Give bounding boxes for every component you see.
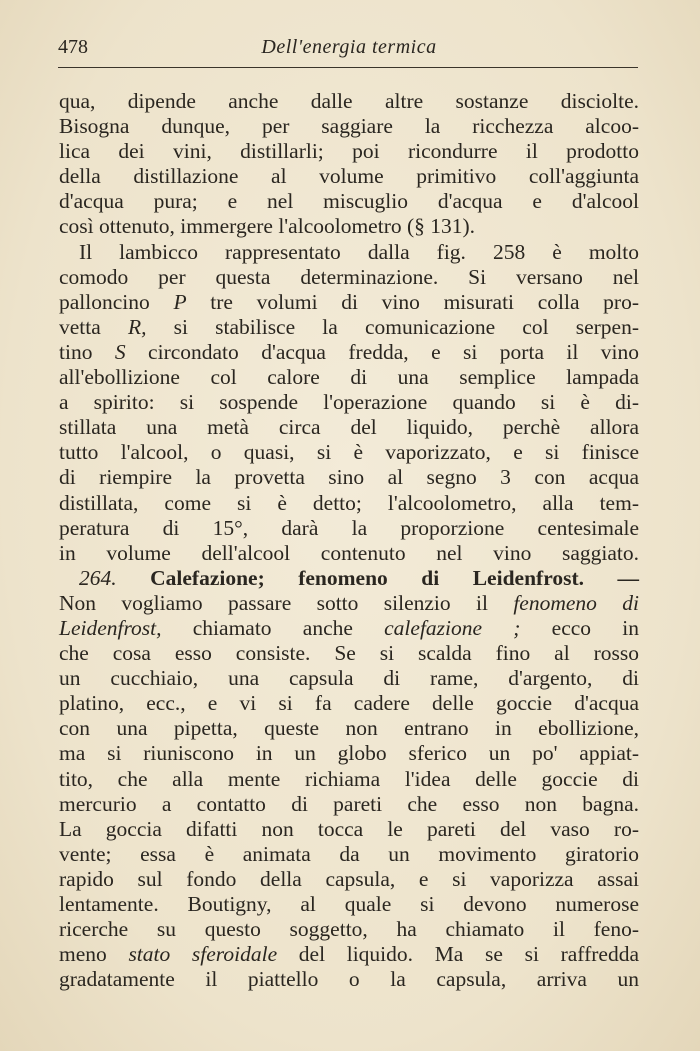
italic-text: Leidenfrost, — [59, 615, 162, 640]
text-segment: tutto l'alcool, o quasi, si è vaporizzato, e si finisce — [59, 440, 639, 465]
text-line — [59, 516, 639, 541]
text-segment: ecco in — [520, 615, 640, 640]
section-heading: Calefazione; fenomeno di Leidenfrost. — — [116, 565, 639, 590]
text-segment: tino — [59, 339, 115, 364]
text-segment: all'ebollizione col calore di una semplice lampada — [59, 365, 639, 390]
text-line — [59, 591, 639, 616]
text-segment: rapido sul fondo della capsula, e si vaporizza assai — [59, 866, 639, 891]
italic-text: 264. — [79, 565, 117, 590]
italic-text: S — [114, 339, 126, 364]
text-line — [59, 641, 639, 666]
text-segment: meno — [59, 942, 129, 967]
text-line — [59, 89, 639, 114]
text-segment: Non vogliamo passare sotto silenzio il — [59, 590, 514, 615]
text-line — [59, 114, 639, 139]
text-line — [59, 139, 639, 164]
text-line — [59, 691, 639, 716]
italic-text: stato sferoidale — [128, 942, 278, 967]
italic-text: calefazione ; — [384, 615, 521, 640]
text-segment: La goccia difatti non tocca le pareti del vaso ro- — [59, 816, 639, 841]
text-segment: palloncino — [59, 289, 174, 314]
text-segment: con una pipetta, queste non entrano in ebollizione, — [59, 716, 639, 741]
text-segment: del liquido. Ma se si raffredda — [277, 942, 639, 967]
text-line — [59, 189, 639, 214]
text-line — [59, 741, 639, 766]
text-segment: tito, che alla mente richiama l'idea delle goccie di — [59, 766, 639, 791]
text-segment: platino, ecc., e vi si fa cadere delle goccie d'acqua — [59, 691, 639, 716]
text-segment: della distillazione al volume primitivo coll'aggiunta — [59, 164, 639, 189]
italic-text: R, — [127, 314, 147, 339]
text-segment: in volume dell'alcool contenuto nel vino saggiato. — [59, 540, 639, 565]
text-line — [59, 390, 639, 415]
text-line — [59, 967, 639, 992]
text-line — [59, 917, 639, 942]
text-segment: di riempire la provetta sino al segno 3 con acqua — [59, 465, 639, 490]
text-segment: vetta — [59, 314, 128, 339]
text-line — [59, 340, 639, 365]
text-line — [59, 666, 639, 691]
text-segment: stillata una metà circa del liquido, perchè allora — [59, 415, 639, 440]
text-segment: chiamato anche — [161, 615, 385, 640]
page-header — [58, 34, 640, 62]
text-segment: lica dei vini, distillarli; poi ricondurre il prodotto — [59, 139, 639, 164]
text-segment: ma si riuniscono in un globo sferico un po' appiat- — [59, 741, 639, 766]
text-segment: qua, dipende anche dalle altre sostanze disciolte. — [59, 89, 639, 113]
text-segment: peratura di 15°, darà la proporzione centesimale — [59, 515, 639, 540]
italic-text: fenomeno di — [513, 590, 639, 615]
text-line — [59, 892, 639, 917]
text-segment: così ottenuto, immergere l'alcoolometro (§ 131). — [59, 214, 476, 239]
text-line — [59, 415, 639, 440]
text-line — [59, 491, 639, 516]
text-segment: ricerche su questo soggetto, ha chiamato il feno- — [59, 917, 639, 942]
text-segment: mercurio a contatto di pareti che esso non bagna. — [59, 791, 639, 816]
text-segment: comodo per questa determinazione. Si versano nel — [59, 264, 639, 289]
text-segment: gradatamente il piattello o la capsula, arriva un — [59, 967, 639, 992]
text-line — [59, 566, 639, 591]
text-line — [59, 792, 639, 817]
text-line — [59, 440, 639, 465]
text-line — [59, 290, 639, 315]
text-line — [59, 817, 639, 842]
text-line — [59, 842, 639, 867]
text-line — [59, 541, 639, 566]
text-segment: tre volumi di vino misurati colla pro- — [186, 289, 639, 314]
text-line — [59, 767, 639, 792]
text-segment: d'acqua pura; e nel miscuglio d'acqua e d'alcool — [59, 189, 639, 214]
text-segment: Bisogna dunque, per saggiare la ricchezza alcoo- — [59, 114, 639, 139]
text-segment: vente; essa è animata da un movimento giratorio — [59, 841, 639, 866]
italic-text: P — [173, 289, 187, 314]
body-text — [59, 89, 639, 992]
running-title: Dell'energia termica — [261, 36, 437, 58]
text-segment: un cucchiaio, una capsula di rame, d'argento, di — [59, 666, 639, 691]
header-rule — [58, 67, 638, 68]
text-line — [59, 265, 639, 290]
text-line — [59, 616, 639, 641]
text-line — [59, 240, 639, 265]
text-segment: si stabilisce la comunicazione col serpen- — [146, 314, 639, 339]
text-line — [59, 867, 639, 892]
text-line — [59, 942, 639, 967]
text-line — [59, 214, 639, 239]
text-segment: a spirito: si sospende l'operazione quando si è di- — [59, 390, 639, 415]
page-number: 478 — [58, 36, 88, 58]
text-segment: distillata, come si è detto; l'alcoolometro, alla tem- — [59, 490, 639, 515]
text-segment: che cosa esso consiste. Se si scalda fino al rosso — [59, 641, 639, 666]
text-line — [59, 315, 639, 340]
text-segment: Il lambicco rappresentato dalla fig. 258 è molto — [79, 239, 639, 264]
text-segment: lentamente. Boutigny, al quale si devono numerose — [59, 892, 639, 916]
text-segment: circondato d'acqua fredda, e si porta il vino — [125, 339, 639, 364]
text-line — [59, 164, 639, 189]
text-line — [59, 716, 639, 741]
text-line — [59, 465, 639, 490]
text-line — [59, 365, 639, 390]
